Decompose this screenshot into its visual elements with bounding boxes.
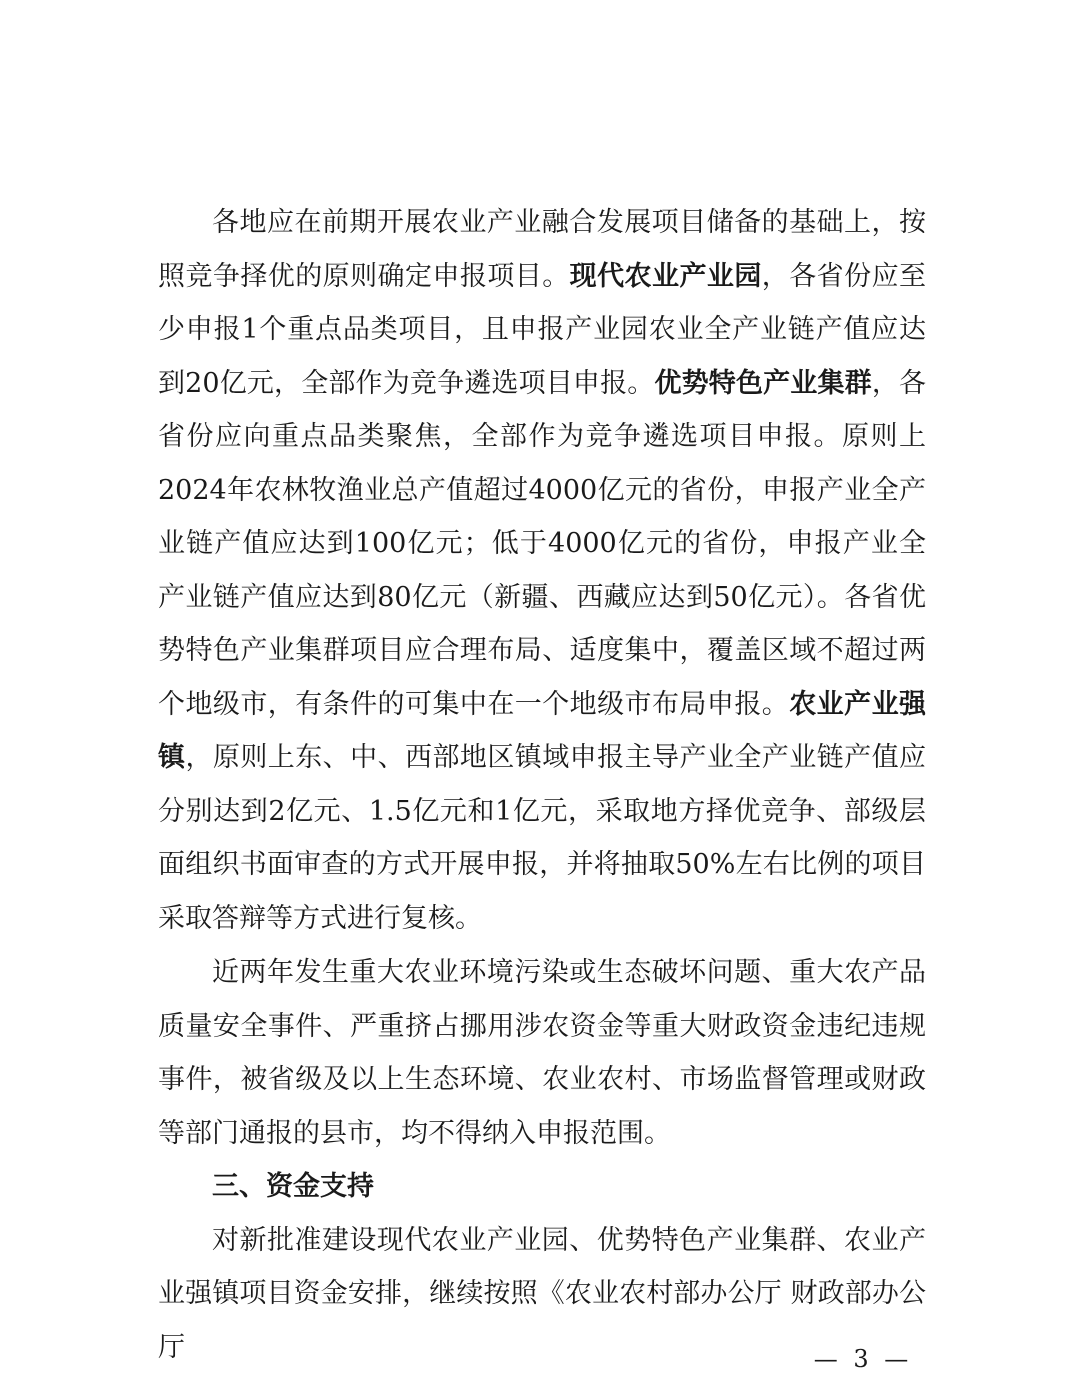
- page-number: — 3 —: [808, 1344, 918, 1374]
- paragraph-project-declaration: [158, 196, 926, 945]
- document-body: [158, 196, 926, 1374]
- paragraph-text: ，原则上东、中、西部地区镇域申报主导产业全产业链产值应分别达到2亿元、1.5亿元和1亿元，采取地方择优竞争、部级层面组织书面审查的方式开展申报，并将抽取50%左右比例的项目采取答辩等方式进行复核。: [158, 742, 926, 934]
- paragraph-text: ，各省份应向重点品类聚焦，全部作为竞争遴选项目申报。原则上2024年农林牧渔业总产值超过4000亿元的省份，申报产业全产业链产值应达到100亿元；低于4000亿元的省份，申报产业全产业链产值应达到80亿元（新疆、西藏应达到50亿元）。各省优势特色产业集群项目应合理布局、适度集中，覆盖区域不超过两个地级市，有条件的可集中在一个地级市布局申报。: [158, 368, 926, 720]
- paragraph-text: ，各省份应至少申报1个重点品类项目，且申报产业园农业全产业链产值应达到20亿元，全部作为竞争遴选项目申报。: [158, 261, 926, 399]
- bold-term-modern-agricultural-park: 现代农业产业园: [570, 261, 762, 292]
- bold-term-industry-cluster: 优势特色产业集群: [654, 368, 871, 399]
- paragraph-funding: 对新批准建设现代农业产业园、优势特色产业集群、农业产业强镇项目资金安排，继续按照《农业农村部办公厅 财政部办公厅: [158, 1214, 926, 1374]
- bold-term-industry-town: 农业产业强镇: [158, 689, 926, 774]
- paragraph-text: 各地应在前期开展农业产业融合发展项目储备的基础上，按照竞争择优的原则确定申报项目。: [158, 207, 926, 292]
- paragraph-exclusions: 近两年发生重大农业环境污染或生态破坏问题、重大农产品质量安全事件、严重挤占挪用涉农资金等重大财政资金违纪违规事件，被省级及以上生态环境、农业农村、市场监督管理或财政等部门通报的县市，均不得纳入申报范围。: [158, 946, 926, 1160]
- section-heading-funding: 三、资金支持: [158, 1160, 926, 1214]
